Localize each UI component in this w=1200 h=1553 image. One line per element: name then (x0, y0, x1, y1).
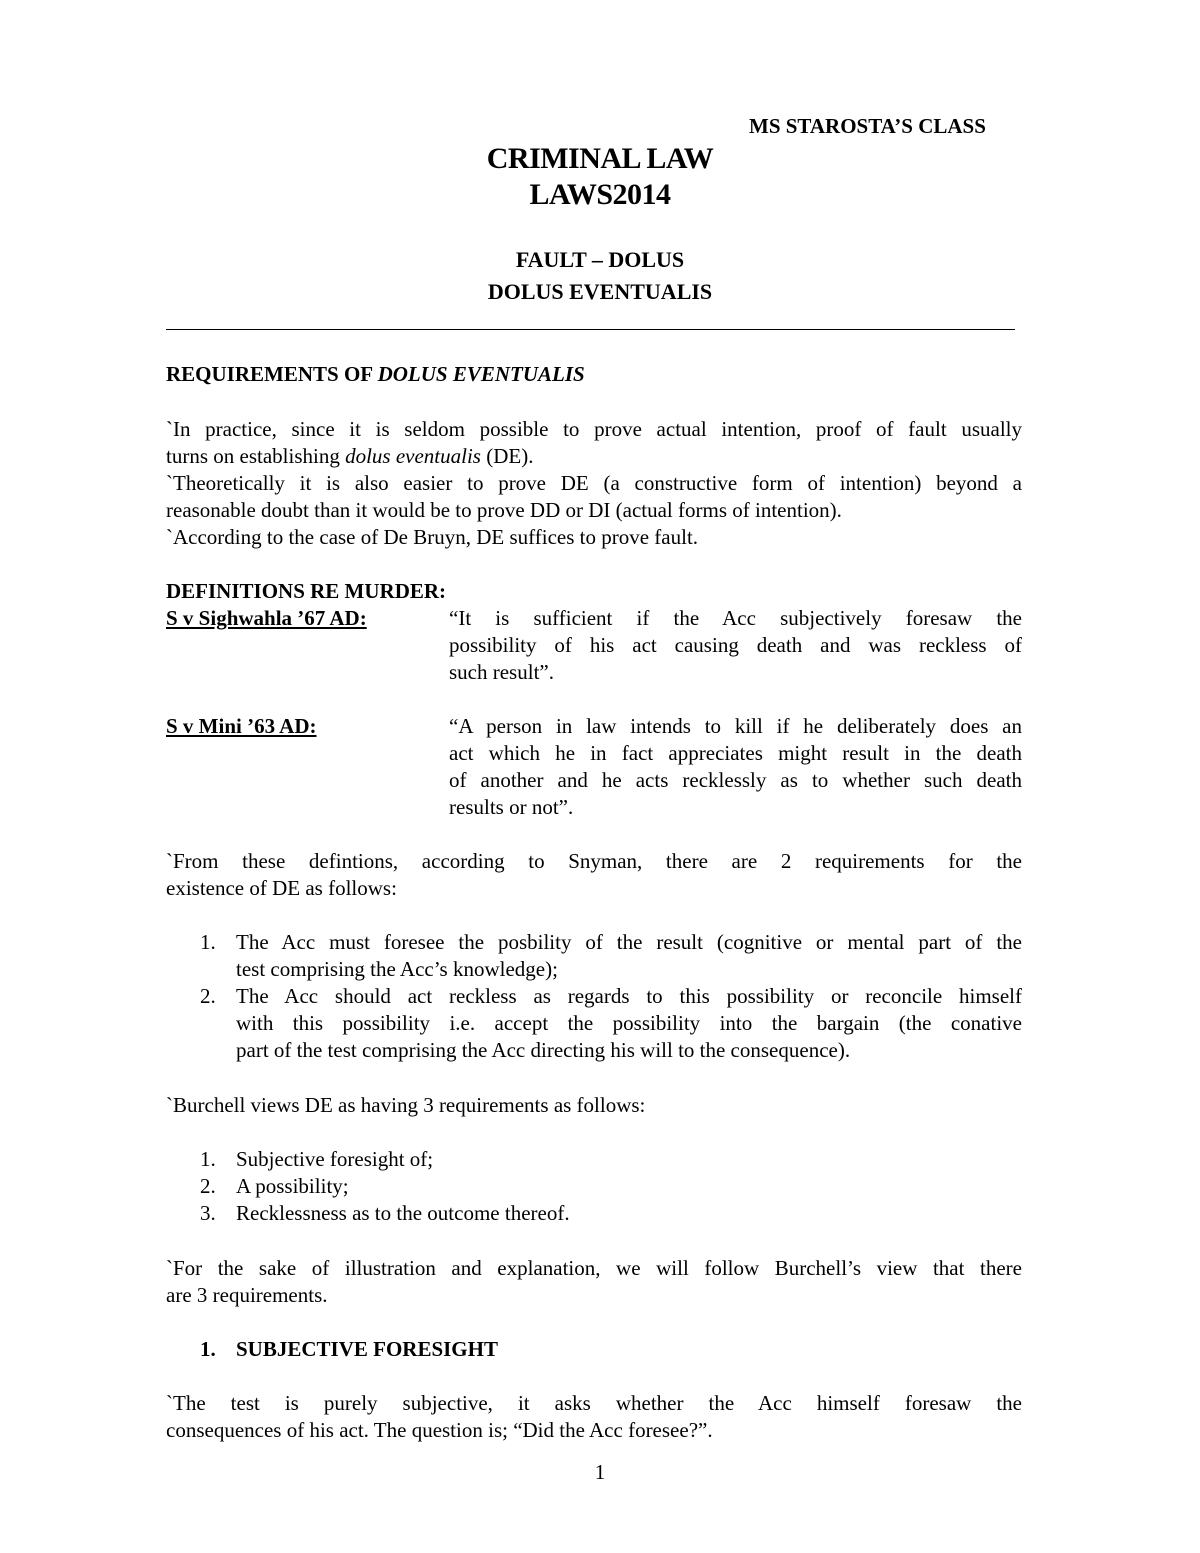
intro-p1-line2-italic: dolus eventualis (345, 444, 481, 468)
snyman-list (166, 929, 1022, 1062)
list-item-number: 1. (200, 1147, 216, 1171)
case-quote-sighwahla-line3: such result”. (449, 660, 554, 684)
case-name-sighwahla: S v Sighwahla ’67 AD: (166, 606, 367, 630)
section-1-line1: `The test is purely subjective, it asks whether the Acc himself foresaw the (166, 1391, 1022, 1415)
list-item-line3: part of the test comprising the Acc directing his will to the consequence). (236, 1038, 851, 1062)
requirements-heading-italic: DOLUS EVENTUALIS (377, 362, 585, 386)
case-name-mini: S v Mini ’63 AD: (166, 714, 317, 738)
requirements-heading (166, 361, 585, 388)
case-quote-mini-line2: act which he in fact appreciates might result in the death (449, 741, 1022, 765)
intro-p2-line1: `Theoretically it is also easier to prove DE (a constructive form of intention) beyond a (166, 471, 1022, 495)
intro-p1-line1: `In practice, since it is seldom possible to prove actual intention, proof of fault usually (166, 417, 1022, 441)
list-item-line2: with this possibility i.e. accept the possibility into the bargain (the conative (236, 1011, 1022, 1035)
case-quote-mini-line4: results or not”. (449, 795, 574, 819)
list-item-text: Subjective foresight of; (236, 1147, 434, 1171)
section-1-title: SUBJECTIVE FORESIGHT (236, 1337, 498, 1361)
case-quote-mini-line1: “A person in law intends to kill if he deliberately does an (449, 714, 1022, 738)
section-1-line2: consequences of his act. The question is; “Did the Acc foresee?”. (166, 1418, 713, 1442)
case-quote-mini-line3: of another and he acts recklessly as to whether such death (449, 768, 1022, 792)
topic-heading: FAULT – DOLUS (515, 247, 685, 272)
list-item-number: 2. (200, 1174, 216, 1198)
intro-p1-line2-a: turns on establishing (166, 444, 346, 468)
intro-p2-line2: reasonable doubt than it would be to prove DD or DI (actual forms of intention). (166, 498, 842, 522)
intro-p1-line2 (166, 443, 1022, 470)
list-item-number: 2. (200, 984, 216, 1008)
requirements-heading-prefix: REQUIREMENTS OF (166, 362, 378, 386)
list-item (166, 983, 1022, 1064)
subtopic-heading: DOLUS EVENTUALIS (487, 279, 713, 304)
case-quote-sighwahla-line1: “It is sufficient if the Acc subjectively foresaw the (449, 606, 1022, 630)
burchell-list (166, 1146, 1022, 1227)
snyman-line1: `From these defintions, according to Snyman, there are 2 requirements for the (166, 849, 1022, 873)
horizontal-rule (166, 329, 1015, 330)
course-code: LAWS2014 (529, 178, 671, 211)
class-label: MS STAROSTA’S CLASS (749, 114, 986, 138)
definitions-heading: DEFINITIONS RE MURDER: (166, 579, 447, 603)
list-item-line1: The Acc should act reckless as regards to this possibility or reconcile himself (236, 984, 1022, 1008)
burchell-intro: `Burchell views DE as having 3 requirements as follows: (166, 1093, 646, 1117)
illustration-line2: are 3 requirements. (166, 1283, 328, 1307)
case-quote-sighwahla-line2: possibility of his act causing death and was reckless of (449, 633, 1022, 657)
page-number: 1 (594, 1460, 606, 1484)
list-item (166, 929, 1022, 983)
list-item-line1: The Acc must foresee the posbility of the result (cognitive or mental part of the (236, 930, 1022, 954)
list-item-number: 3. (200, 1201, 216, 1225)
snyman-line2: existence of DE as follows: (166, 876, 397, 900)
list-item-text: A possibility; (236, 1174, 349, 1198)
course-title: CRIMINAL LAW (486, 142, 714, 175)
list-item-text: Recklessness as to the outcome thereof. (236, 1201, 570, 1225)
list-item-line2: test comprising the Acc’s knowledge); (236, 957, 558, 981)
illustration-line1: `For the sake of illustration and explanation, we will follow Burchell’s view that there (166, 1256, 1022, 1280)
section-1-number: 1. (200, 1337, 216, 1361)
intro-p3: `According to the case of De Bruyn, DE suffices to prove fault. (166, 525, 699, 549)
list-item-number: 1. (200, 930, 216, 954)
intro-p1-line2-b: (DE). (480, 444, 534, 468)
